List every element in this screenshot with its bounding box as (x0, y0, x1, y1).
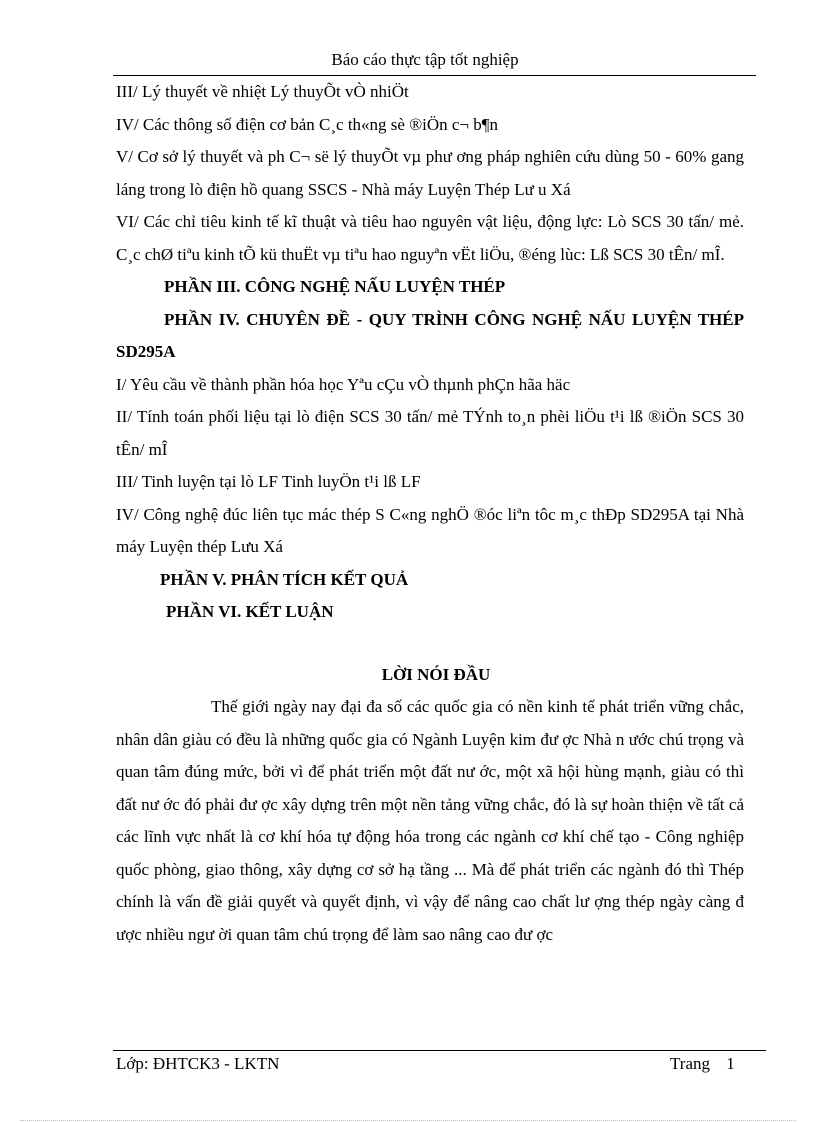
page-label: Trang (670, 1054, 710, 1073)
part-heading: PHẦN VI. KẾT LUẬN (166, 602, 334, 621)
part-heading: PHẦN IV. CHUYÊN ĐỀ - QUY TRÌNH CÔNG NGHỆ NẤU LUYỆN THÉP SD295A (116, 309, 744, 361)
preface-title: LỜI NÓI ĐẦU (381, 664, 491, 684)
footer-page (670, 1054, 735, 1074)
document-body (116, 76, 744, 951)
part-heading: PHẦN III. CÔNG NGHỆ NẤU LUYỆN THÉP (164, 277, 506, 296)
toc-item: IV/ Công nghệ đúc liên tục mác thép S C«ng nghÖ ®óc liªn tôc m¸c thÐp SD295A tại Nhà máy Luyện thép Lưu Xá (116, 504, 744, 556)
toc-item: III/ Lý thuyết về nhiệt Lý thuyÕt vÒ nhiÖt (116, 82, 409, 101)
toc-item: IV/ Các thông số điện cơ bản C¸c th«ng sè ®iÖn c¬ b¶n (116, 114, 498, 134)
toc-item: VI/ Các chỉ tiêu kinh tế kĩ thuật và tiêu hao nguyên vật liệu, động lực: Lò SCS 30 tấn/ mẻ. C¸c chØ tiªu kinh tÕ kü thuËt vµ tiªu hao nguyªn vËt liÖu, ®éng lùc: Lß SCS 30 tÊn/ mÎ. (116, 212, 744, 264)
footer-class-label: Lớp: ĐHTCK3 - LKTN (116, 1054, 280, 1073)
toc-item: V/ Cơ sở lý thuyết và ph C¬ së lý thuyÕt vµ phư ơng pháp nghiên cứu dùng 50 - 60% gang láng trong lò điện hồ quang SSCS - Nhà máy Luyện Thép Lư u Xá (116, 147, 744, 199)
toc-item: II/ Tính toán phối liệu tại lò điện SCS 30 tấn/ mẻ TÝnh to¸n phèi liÖu t¹i lß ®iÖn SCS 30 tÊn/ mÎ (116, 407, 744, 459)
toc-item: III/ Tinh luyện tại lò LF Tinh luyÖn t¹i lß LF (116, 472, 421, 491)
preface-paragraph: Thế giới ngày nay đại đa số các quốc gia có nền kinh tế phát triển vững chắc, nhân dân giàu có đều là những quốc gia có Ngành Luyện kim đư ợc Nhà n ước chú trọng và quan tâm đúng mức, bởi vì để phát triển một đất nư ớc, một xã hội hùng mạnh, giàu có thì đất nư ớc đó phải đư ợc xây dựng trên một nền tảng vững chắc, đó là sự hoàn thiện về tất cả các lĩnh vực nhất là cơ khí hóa tự động hóa trong các ngành cơ khí chế tạo - Công nghiệp quốc phòng, giao thông, xây dựng cơ sở hạ tầng ... Mà để phát triển các ngành đó thì Thép chính là vấn đề giải quyết và quyết định, vì vậy để nâng cao chất lư ợng thép ngày càng đ ược nhiều ngư ời quan tâm chú trọng để làm sao nâng cao đư ợc (116, 697, 744, 944)
page-number: 1 (726, 1054, 735, 1073)
page-boundary (20, 1120, 796, 1121)
toc-item: I/ Yêu cầu về thành phần hóa học Yªu cÇu vÒ thµnh phÇn hãa häc (116, 374, 571, 394)
page-header-title: Báo cáo thực tập tốt nghiệp (331, 50, 519, 69)
part-heading: PHẦN V. PHÂN TÍCH KẾT QUẢ (160, 569, 409, 589)
footer-rule (113, 1050, 766, 1051)
